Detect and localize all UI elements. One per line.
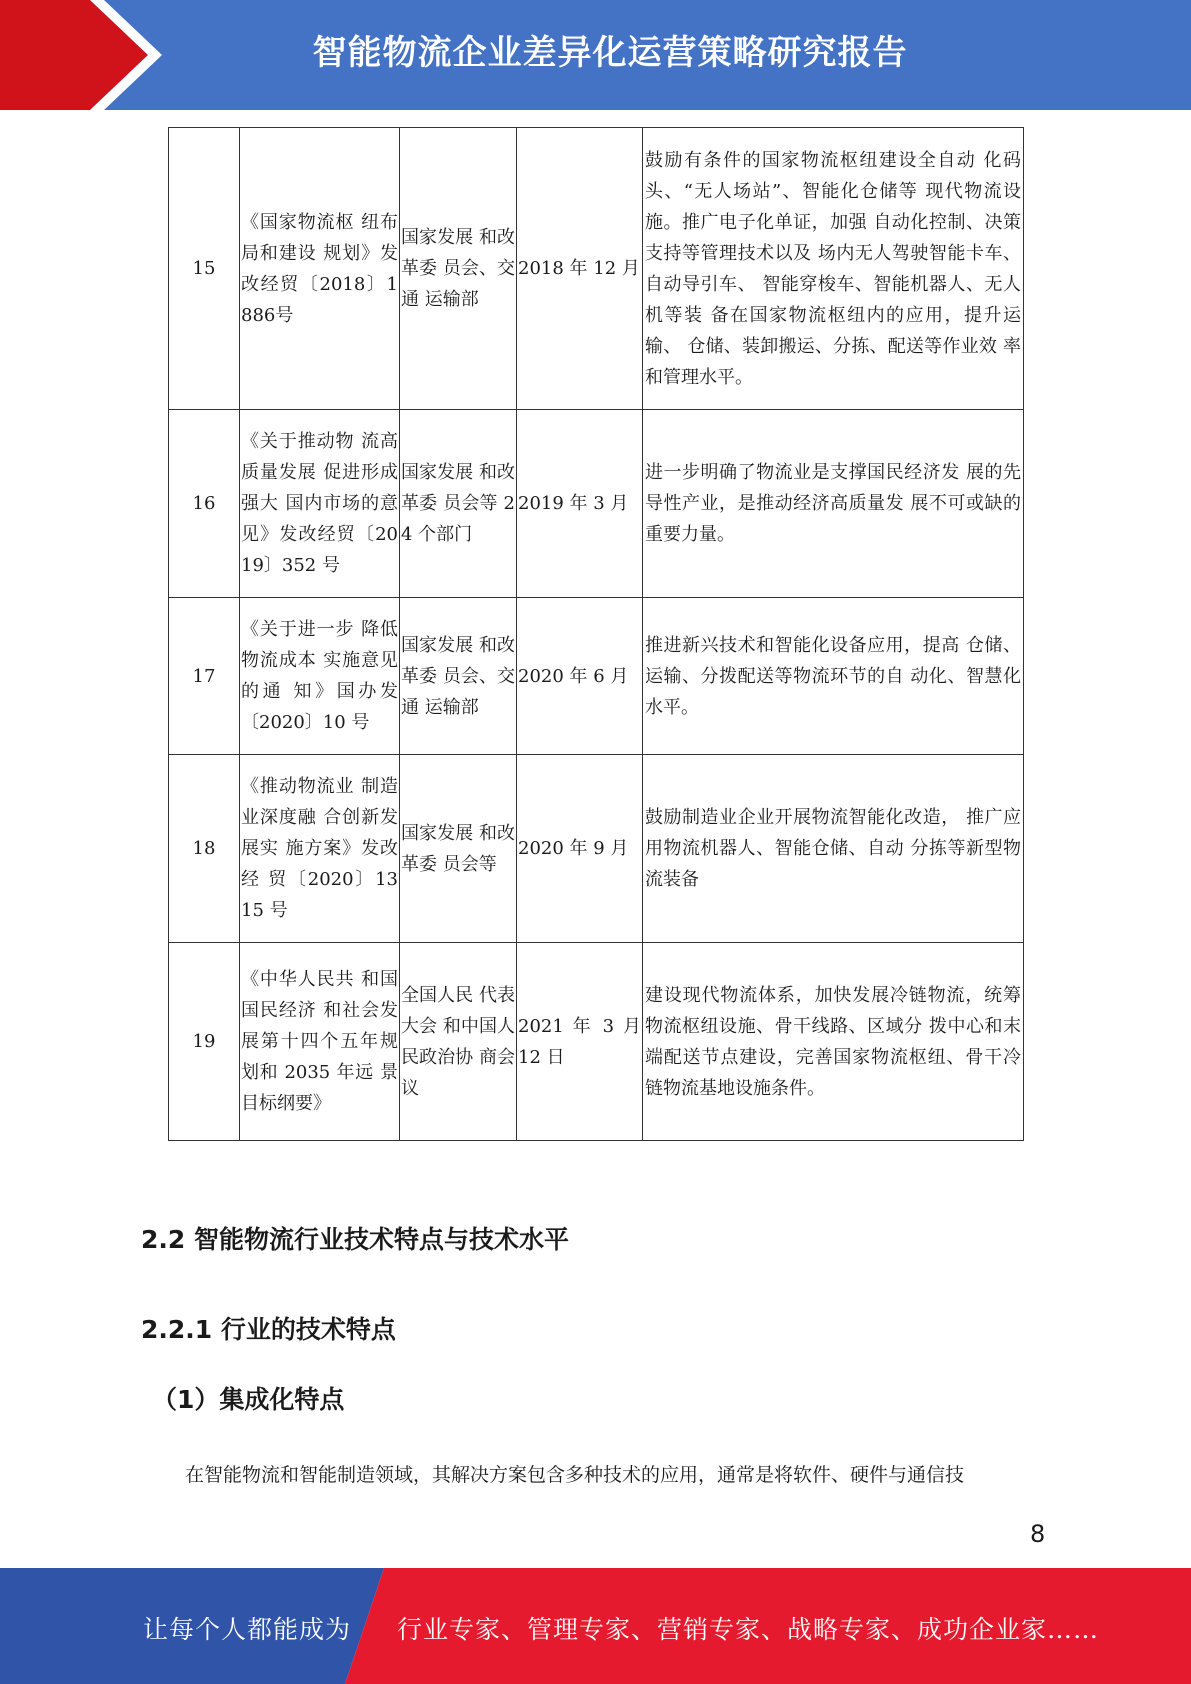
table-row [169, 128, 1024, 410]
section-heading-2-2: 2.2 智能物流行业技术特点与技术水平 [141, 1225, 569, 1254]
row-number: 17 [169, 598, 240, 755]
issue-date: 2019 年 3 月 [517, 410, 643, 598]
section-heading-2-2-1: 2.2.1 行业的技术特点 [141, 1315, 396, 1344]
subsection-heading-integration: （1）集成化特点 [152, 1385, 345, 1414]
page-footer [0, 1568, 1191, 1684]
document-name: 《推动物流业 制造业深度融 合创新发展实 施方案》发改经 贸〔2020〕1315 号 [240, 755, 400, 943]
document-name: 《关于推动物 流高质量发展 促进形成强大 国内市场的意 见》发改经贸〔2019〕352 号 [240, 410, 400, 598]
policy-content: 鼓励有条件的国家物流枢纽建设全自动 化码头、“无人场站”、智能化仓储等 现代物流设施。推广电子化单证，加强 自动化控制、决策支持等管理技术以及 场内无人驾驶智能卡车、自动导引车、 智能穿梭车、智能机器人、无人机等装 备在国家物流枢纽内的应用，提升运输、 仓储、装卸搬运、分拣、配送等作业效 率和管理水平。 [643, 128, 1024, 410]
policy-table [168, 127, 1024, 1141]
issuing-department: 国家发展 和改革委 员会、交通 运输部 [400, 128, 517, 410]
issuing-department: 国家发展 和改革委 员会等 24 个部门 [400, 410, 517, 598]
policy-content: 推进新兴技术和智能化设备应用，提高 仓储、运输、分拨配送等物流环节的自 动化、智慧化水平。 [643, 598, 1024, 755]
issue-date: 2018 年 12 月 [517, 128, 643, 410]
page-number: 8 [1030, 1520, 1046, 1548]
table-row [169, 755, 1024, 943]
table-row [169, 598, 1024, 755]
row-number: 18 [169, 755, 240, 943]
report-title: 智能物流企业差异化运营策略研究报告 [312, 33, 908, 73]
row-number: 19 [169, 943, 240, 1141]
row-number: 15 [169, 128, 240, 410]
body-paragraph: 在智能物流和智能制造领域，其解决方案包含多种技术的应用，通常是将软件、硬件与通信技 [185, 1464, 965, 1486]
issue-date: 2020 年 9 月 [517, 755, 643, 943]
footer-slogan-left: 让每个人都能成为 [143, 1615, 352, 1644]
issue-date: 2021 年 3 月 12 日 [517, 943, 643, 1141]
issue-date: 2020 年 6 月 [517, 598, 643, 755]
table-row [169, 410, 1024, 598]
issuing-department: 国家发展 和改革委 员会等 [400, 755, 517, 943]
policy-content: 鼓励制造业企业开展物流智能化改造， 推广应用物流机器人、智能仓储、自动 分拣等新型物流装备 [643, 755, 1024, 943]
document-name: 《国家物流枢 纽布局和建设 规划》发改经贸〔2018〕1886号 [240, 128, 400, 410]
page-header [0, 0, 1191, 110]
table-row [169, 943, 1024, 1141]
row-number: 16 [169, 410, 240, 598]
issuing-department: 全国人民 代表大会 和中国人民政治协 商会议 [400, 943, 517, 1141]
footer-slogan-right: 行业专家、管理专家、营销专家、战略专家、成功企业家…… [397, 1615, 1100, 1644]
policy-content: 进一步明确了物流业是支撑国民经济发 展的先导性产业，是推动经济高质量发 展不可或缺的重要力量。 [643, 410, 1024, 598]
document-name: 《中华人民共 和国国民经济 和社会发展第十四个五年规 划和 2035 年远 景目标纲要》 [240, 943, 400, 1141]
policy-content: 建设现代物流体系，加快发展冷链物流，统筹物流枢纽设施、骨干线路、区域分 拨中心和末端配送节点建设，完善国家物流枢纽、骨干冷链物流基地设施条件。 [643, 943, 1024, 1141]
document-name: 《关于进一步 降低物流成本 实施意见的通 知》国办发〔2020〕10 号 [240, 598, 400, 755]
issuing-department: 国家发展 和改革委 员会、交通 运输部 [400, 598, 517, 755]
